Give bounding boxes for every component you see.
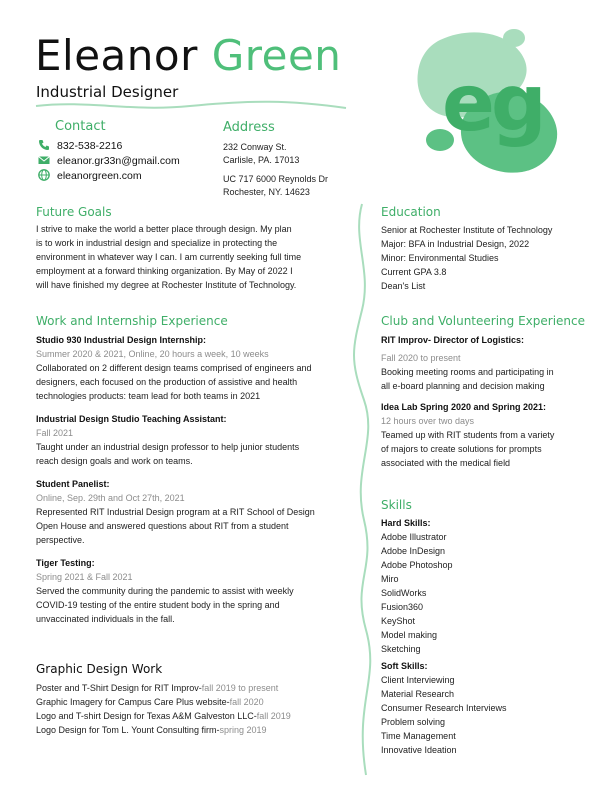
work-item-desc: designers, each focused on the production of assistive and health — [36, 377, 298, 387]
graphic-item — [36, 681, 291, 695]
club-item-meta: Fall 2020 to present — [381, 353, 461, 363]
work-item-desc: reach design goals and work on teams. — [36, 456, 193, 466]
graphic-item-date: spring 2019 — [219, 725, 267, 735]
graphic-item-date: fall 2019 to present — [201, 683, 279, 693]
club-item-desc: Booking meeting rooms and participating in — [381, 367, 554, 377]
address-line: 232 Conway St. — [223, 142, 287, 152]
club-item-meta: 12 hours over two days — [381, 416, 475, 426]
education-heading: Education — [381, 205, 441, 219]
graphic-item-date: fall 2020 — [229, 697, 264, 707]
club-item-title: Idea Lab Spring 2020 and Spring 2021: — [381, 402, 547, 412]
full-name — [35, 32, 341, 80]
work-item-meta: Fall 2021 — [36, 428, 74, 438]
work-item-meta: Spring 2021 & Fall 2021 — [36, 572, 133, 582]
soft-skill: Client Interviewing — [381, 675, 455, 685]
graphic-item-text: Poster and T-Shirt Design for RIT Improv- — [36, 683, 202, 693]
education-line: Current GPA 3.8 — [381, 267, 447, 277]
education-line: Minor: Environmental Studies — [381, 253, 499, 263]
work-item-desc: technologies products: team lead for both teams in 2021 — [36, 391, 261, 401]
address-heading: Address — [223, 120, 275, 135]
hard-skill: Adobe Photoshop — [381, 560, 453, 570]
future-goals-line: I strive to make the world a better place through design. My plan — [36, 224, 292, 234]
phone-icon — [38, 139, 52, 153]
work-item-desc: Served the community during the pandemic to assist with weekly — [36, 586, 294, 596]
hard-skills-heading: Hard Skills: — [381, 518, 431, 528]
address-line: Carlisle, PA. 17013 — [223, 155, 300, 165]
graphic-item-date: fall 2019 — [256, 711, 291, 721]
column-wave-line — [354, 204, 370, 775]
future-goals-text — [36, 222, 346, 292]
skills-list — [381, 516, 507, 757]
work-item-title: Industrial Design Studio Teaching Assistant: — [36, 414, 227, 424]
envelope-icon — [38, 154, 52, 168]
work-item-desc: Taught under an industrial design professor to help junior students — [36, 442, 300, 452]
work-list — [36, 333, 351, 635]
club-heading: Club and Volunteering Experience — [381, 314, 585, 328]
club-item-desc: associated with the medical field — [381, 458, 511, 468]
graphic-heading: Graphic Design Work — [36, 662, 163, 676]
work-item-title: Tiger Testing: — [36, 558, 95, 568]
education-line: Dean's List — [381, 281, 426, 291]
graphic-item — [36, 709, 291, 723]
last-name: Green — [211, 31, 342, 80]
hard-skill: Miro — [381, 574, 399, 584]
monogram-text: eg — [442, 59, 543, 149]
club-item-desc: of majors to create solutions for prompts — [381, 444, 542, 454]
education-list — [381, 223, 552, 293]
work-item-desc: Represented RIT Industrial Design program at a RIT School of Design — [36, 507, 315, 517]
address-line: Rochester, NY. 14623 — [223, 187, 310, 197]
soft-skill: Material Research — [381, 689, 455, 699]
work-item-title: Student Panelist: — [36, 479, 110, 489]
contact-website — [38, 169, 180, 183]
contact-email — [38, 154, 180, 168]
contact-list — [38, 139, 180, 184]
hard-skill: Sketching — [381, 644, 421, 654]
club-item — [381, 333, 581, 393]
future-goals-heading: Future Goals — [36, 205, 112, 219]
club-list — [381, 333, 581, 479]
hard-skill: Adobe Illustrator — [381, 532, 447, 542]
work-item — [36, 556, 351, 626]
future-goals-line: is to work in industrial design and specialize in protecting the — [36, 238, 278, 248]
club-item-desc: all e-board planning and decision making — [381, 381, 545, 391]
job-title: Industrial Designer — [36, 83, 179, 101]
work-item-desc: Collaborated on 2 different design teams comprised of engineers and — [36, 363, 312, 373]
graphic-list — [36, 681, 291, 737]
club-item-title: RIT Improv- Director of Logistics: — [381, 335, 525, 345]
address-block — [223, 141, 328, 199]
graphic-item-text: Logo and T-shirt Design for Texas A&M Galveston LLC- — [36, 711, 257, 721]
soft-skills-heading: Soft Skills: — [381, 661, 428, 671]
soft-skill: Consumer Research Interviews — [381, 703, 507, 713]
work-item-title: Studio 930 Industrial Design Internship: — [36, 335, 207, 345]
graphic-item-text: Logo Design for Tom L. Yount Consulting firm- — [36, 725, 220, 735]
phone-number[interactable]: 832-538-2216 — [57, 140, 123, 152]
soft-skill: Problem solving — [381, 717, 446, 727]
work-item — [36, 333, 351, 403]
club-item — [381, 400, 581, 470]
skills-heading: Skills — [381, 498, 412, 512]
hard-skill: Fusion360 — [381, 602, 424, 612]
contact-heading: Contact — [55, 119, 106, 134]
work-heading: Work and Internship Experience — [36, 314, 228, 328]
work-item — [36, 477, 351, 547]
globe-icon — [38, 169, 52, 183]
club-item-desc: Teamed up with RIT students from a variety — [381, 430, 555, 440]
address-line: UC 717 6000 Reynolds Dr — [223, 174, 329, 184]
soft-skill: Innovative Ideation — [381, 745, 457, 755]
website-link[interactable]: eleanorgreen.com — [57, 170, 142, 182]
future-goals-line: will have finished my degree at Rochester Institute of Technology. — [36, 280, 297, 290]
graphic-item-text: Graphic Imagery for Campus Care Plus website- — [36, 697, 230, 707]
education-line: Senior at Rochester Institute of Technology — [381, 225, 553, 235]
work-item-desc: perspective. — [36, 535, 85, 545]
graphic-item — [36, 695, 291, 709]
eg-monogram-logo — [410, 22, 570, 177]
work-item-desc: COVID-19 testing of the entire student body in the spring and — [36, 600, 280, 610]
graphic-item — [36, 723, 291, 737]
education-line: Major: BFA in Industrial Design, 2022 — [381, 239, 530, 249]
work-item-meta: Online, Sep. 29th and Oct 27th, 2021 — [36, 493, 185, 503]
soft-skill: Time Management — [381, 731, 456, 741]
work-item — [36, 412, 351, 468]
hard-skill: Adobe InDesign — [381, 546, 446, 556]
work-item-meta: Summer 2020 & 2021, Online, 20 hours a week, 10 weeks — [36, 349, 269, 359]
hard-skill: SolidWorks — [381, 588, 427, 598]
future-goals-line: environment in whatever way I can. I am currently seeking full time — [36, 252, 302, 262]
first-name: Eleanor — [35, 31, 198, 80]
work-item-desc: unvaccinated individuals in the fall. — [36, 614, 175, 624]
future-goals-line: employment at a forward thinking organization. By May of 2022 I — [36, 266, 293, 276]
hard-skill: Model making — [381, 630, 438, 640]
email-link[interactable]: eleanor.gr33n@gmail.com — [57, 155, 180, 167]
hard-skill: KeyShot — [381, 616, 416, 626]
work-item-desc: Open House and answered questions about RIT from a student — [36, 521, 289, 531]
header-wave-line — [36, 102, 346, 108]
contact-phone — [38, 139, 180, 153]
